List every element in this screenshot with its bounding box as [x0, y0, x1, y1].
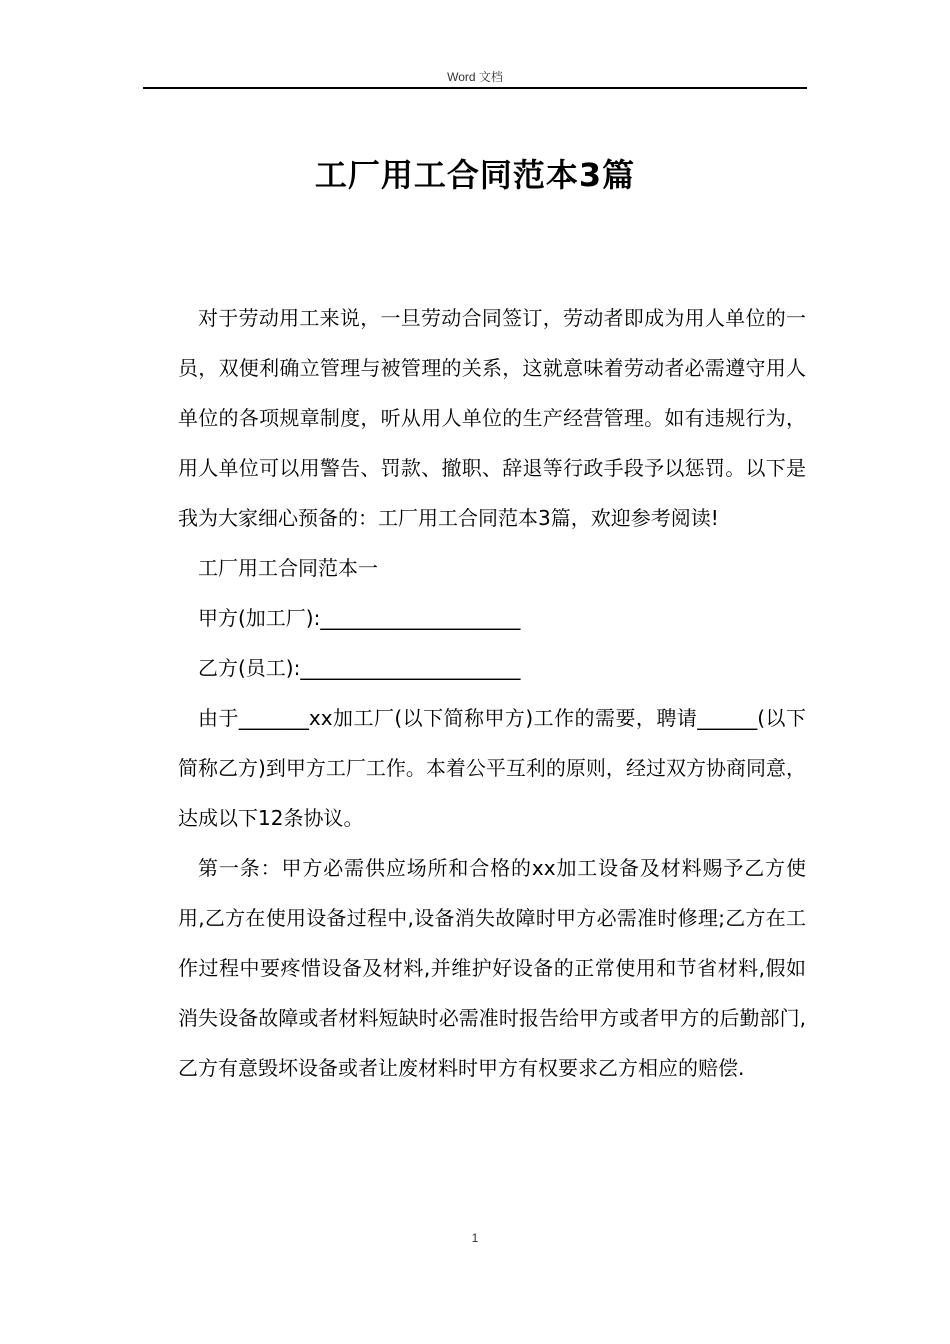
- section-heading: 工厂用工合同范本一: [198, 556, 378, 580]
- header-label: Word 文档: [447, 70, 503, 84]
- party-b-line: 乙方(员工):______________________: [198, 656, 521, 680]
- page-number: 1: [471, 1231, 479, 1245]
- article-one-paragraph: 第一条：甲方必需供应场所和合格的xx加工设备及材料赐予乙方使用,乙方在使用设备过程中,设备消失故障时甲方必需准时修理;乙方在工作过程中要疼惜设备及材料,并维护好设备的正常使用和节省材料,假如消失设备故障或者材料短缺时必需准时报告给甲方或者甲方的后勤部门,乙方有意毁坏设备或者让废材料时甲方有权要求乙方相应的赔偿.: [178, 856, 806, 1080]
- preamble-paragraph: 由于_______xx加工厂(以下简称甲方)工作的需要，聘请______(以下简称乙方)到甲方工厂工作。本着公平互利的原则，经过双方协商同意，达成以下12条协议。: [178, 706, 806, 830]
- intro-paragraph: 对于劳动用工来说，一旦劳动合同签订，劳动者即成为用人单位的一员，双便利确立管理与被管理的关系，这就意味着劳动者必需遵守用人单位的各项规章制度，听从用人单位的生产经营管理。如有违规行为，用人单位可以用警告、罚款、撤职、辞退等行政手段予以惩罚。以下是我为大家细心预备的：工厂用工合同范本3篇，欢迎参考阅读!: [178, 306, 806, 530]
- header-divider: [143, 87, 807, 89]
- party-a-line: 甲方(加工厂):____________________: [198, 606, 521, 630]
- document-title: 工厂用工合同范本3篇: [314, 156, 636, 194]
- document-body: [178, 293, 806, 1093]
